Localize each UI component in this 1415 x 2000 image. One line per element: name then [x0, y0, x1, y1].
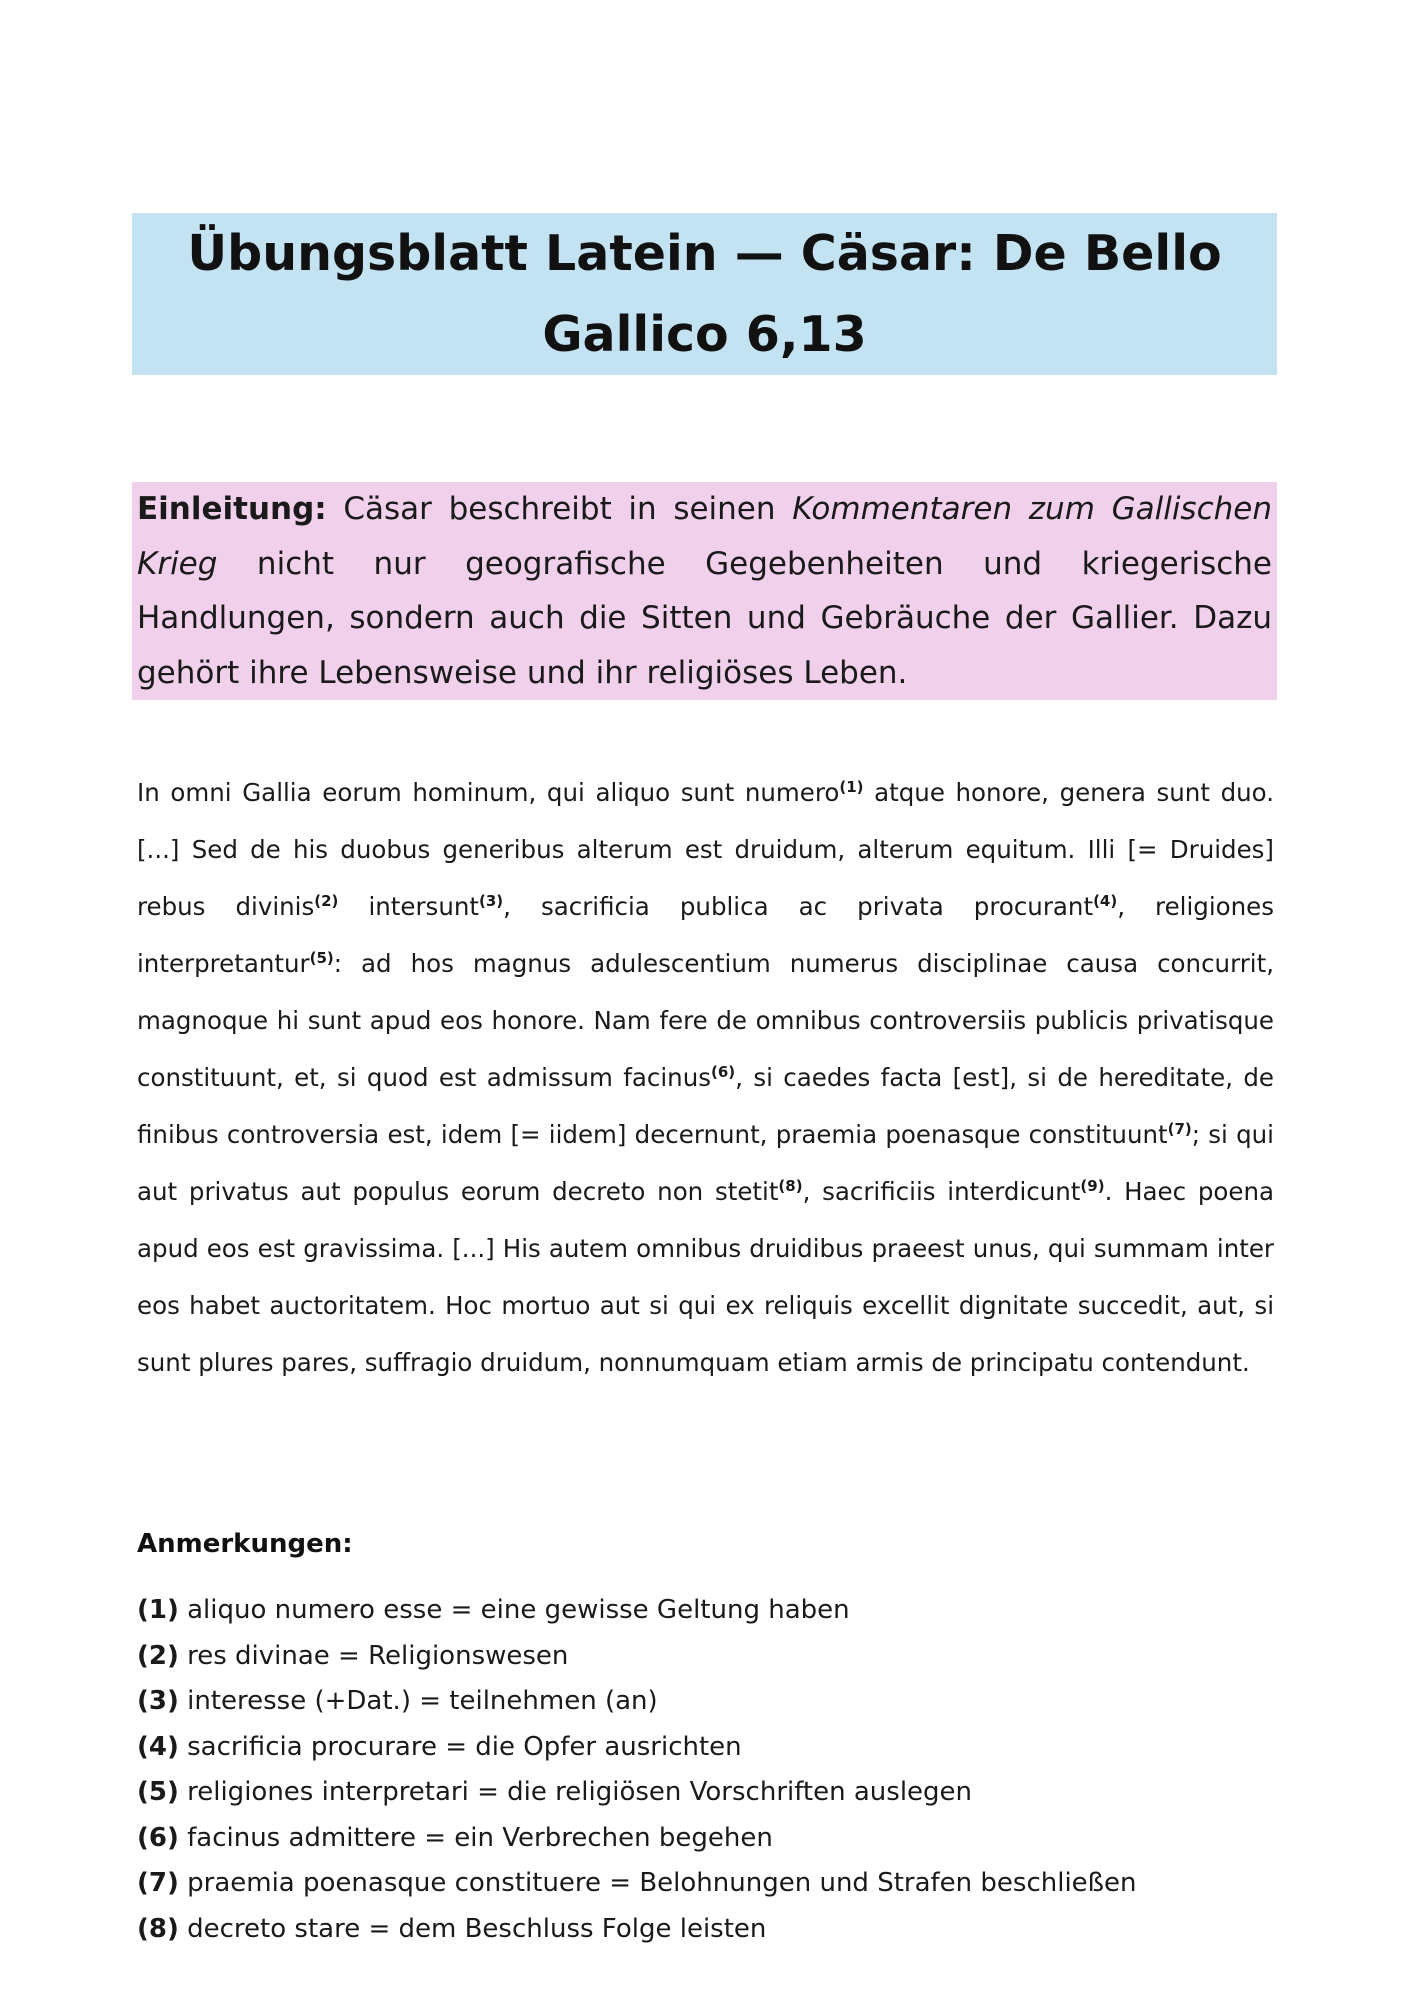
- introduction-label: Einleitung:: [137, 491, 327, 527]
- footnote-ref-2: (2): [314, 892, 339, 910]
- note-number: (2): [137, 1640, 179, 1671]
- worksheet-title: [132, 213, 1277, 375]
- footnote-ref-5: (5): [309, 949, 334, 967]
- latin-segment: atque honore, genera sunt duo. [...] Sed de his duobus generibus alterum est druidum, alterum equitum. Illi [= Druides] rebus divinis: [137, 778, 1274, 921]
- note-number: (5): [137, 1777, 179, 1807]
- note-number: (3): [137, 1686, 179, 1716]
- latin-segment: intersunt: [338, 892, 479, 921]
- introduction-text-before: Cäsar beschreibt in seinen: [326, 491, 793, 527]
- note-text: aliquo numero esse = eine gewisse Geltung haben: [178, 1595, 850, 1625]
- note-text: praemia poenasque constituere = Belohnungen und Strafen beschließen: [178, 1868, 1137, 1898]
- latin-segment: , religiones interpretantur: [137, 892, 1274, 978]
- latin-segment: ; si qui aut privatus aut populus eorum decreto non stetit: [137, 1120, 1274, 1206]
- note-number: (8): [137, 1913, 179, 1944]
- latin-segment: In omni Gallia eorum hominum, qui aliquo sunt numero: [137, 778, 840, 807]
- footnote-ref-3: (3): [478, 892, 504, 910]
- note-number: (4): [137, 1731, 179, 1762]
- latin-source-text: [137, 764, 1274, 1391]
- note-number: (7): [137, 1868, 179, 1898]
- note-text: interesse (+Dat.) = teilnehmen (an): [178, 1686, 658, 1716]
- title-line-1: Übungsblatt Latein — Cäsar: De Bello: [187, 225, 1222, 282]
- note-text: decreto stare = dem Beschluss Folge leisten: [178, 1913, 767, 1944]
- introduction-text-after: nicht nur geografische Gegebenheiten und kriegerische Handlungen, sondern auch die Sitten und Gebräuche der Gallier. Dazu gehört ihre Lebensweise und ihr religiöses Leben.: [137, 545, 1272, 691]
- note-number: (6): [137, 1822, 179, 1853]
- latin-segment: , sacrificia publica ac privata procurant: [503, 892, 1094, 921]
- note-text: facinus admittere = ein Verbrechen begehen: [178, 1822, 773, 1853]
- footnote-ref-4: (4): [1093, 892, 1118, 910]
- note-item: [137, 1679, 1277, 1725]
- note-item: [137, 1816, 1277, 1862]
- footnote-ref-7: (7): [1167, 1120, 1192, 1138]
- note-text: res divinae = Religionswesen: [178, 1640, 569, 1671]
- note-number: (1): [137, 1595, 179, 1625]
- latin-segment: , sacrificiis interdicunt: [802, 1177, 1081, 1206]
- notes-heading: Anmerkungen:: [137, 1529, 353, 1559]
- latin-segment: : ad hos magnus adulescentium numerus disciplinae causa concurrit, magnoque hi sunt apud eos honore. Nam fere de omnibus controversiis publicis privatisque constituunt, et, si quod est admissum facinus: [137, 949, 1274, 1092]
- note-item: [137, 1634, 1277, 1680]
- footnote-ref-8: (8): [778, 1177, 803, 1195]
- note-item: [137, 1907, 1277, 1953]
- footnote-ref-9: (9): [1080, 1177, 1105, 1195]
- latin-segment: , si caedes facta [est], si de hereditate, de finibus controversia est, idem [= iidem] decernunt, praemia poenasque constituunt: [137, 1063, 1274, 1149]
- notes-list: [137, 1588, 1277, 1952]
- note-item: [137, 1770, 1277, 1816]
- latin-segment: . Haec poena apud eos est gravissima. [...] His autem omnibus druidibus praeest unus, qui summam inter eos habet auctoritatem. Hoc mortuo aut si qui ex reliquis excellit dignitate succedit, aut, si sunt plures pares, suffragio druidum, nonnumquam etiam armis de principatu contendunt.: [137, 1177, 1274, 1377]
- footnote-ref-6: (6): [711, 1063, 736, 1081]
- title-line-2: Gallico 6,13: [542, 306, 867, 363]
- note-item: [137, 1588, 1277, 1634]
- introduction-box: [132, 482, 1277, 700]
- note-text: sacrificia procurare = die Opfer ausrichten: [178, 1731, 742, 1762]
- work-title: Kommentaren zum Gallischen Krieg: [137, 491, 1272, 582]
- note-item: [137, 1861, 1277, 1907]
- note-item: [137, 1725, 1277, 1771]
- note-text: religiones interpretari = die religiösen Vorschriften auslegen: [178, 1777, 973, 1807]
- footnote-ref-1: (1): [839, 778, 864, 796]
